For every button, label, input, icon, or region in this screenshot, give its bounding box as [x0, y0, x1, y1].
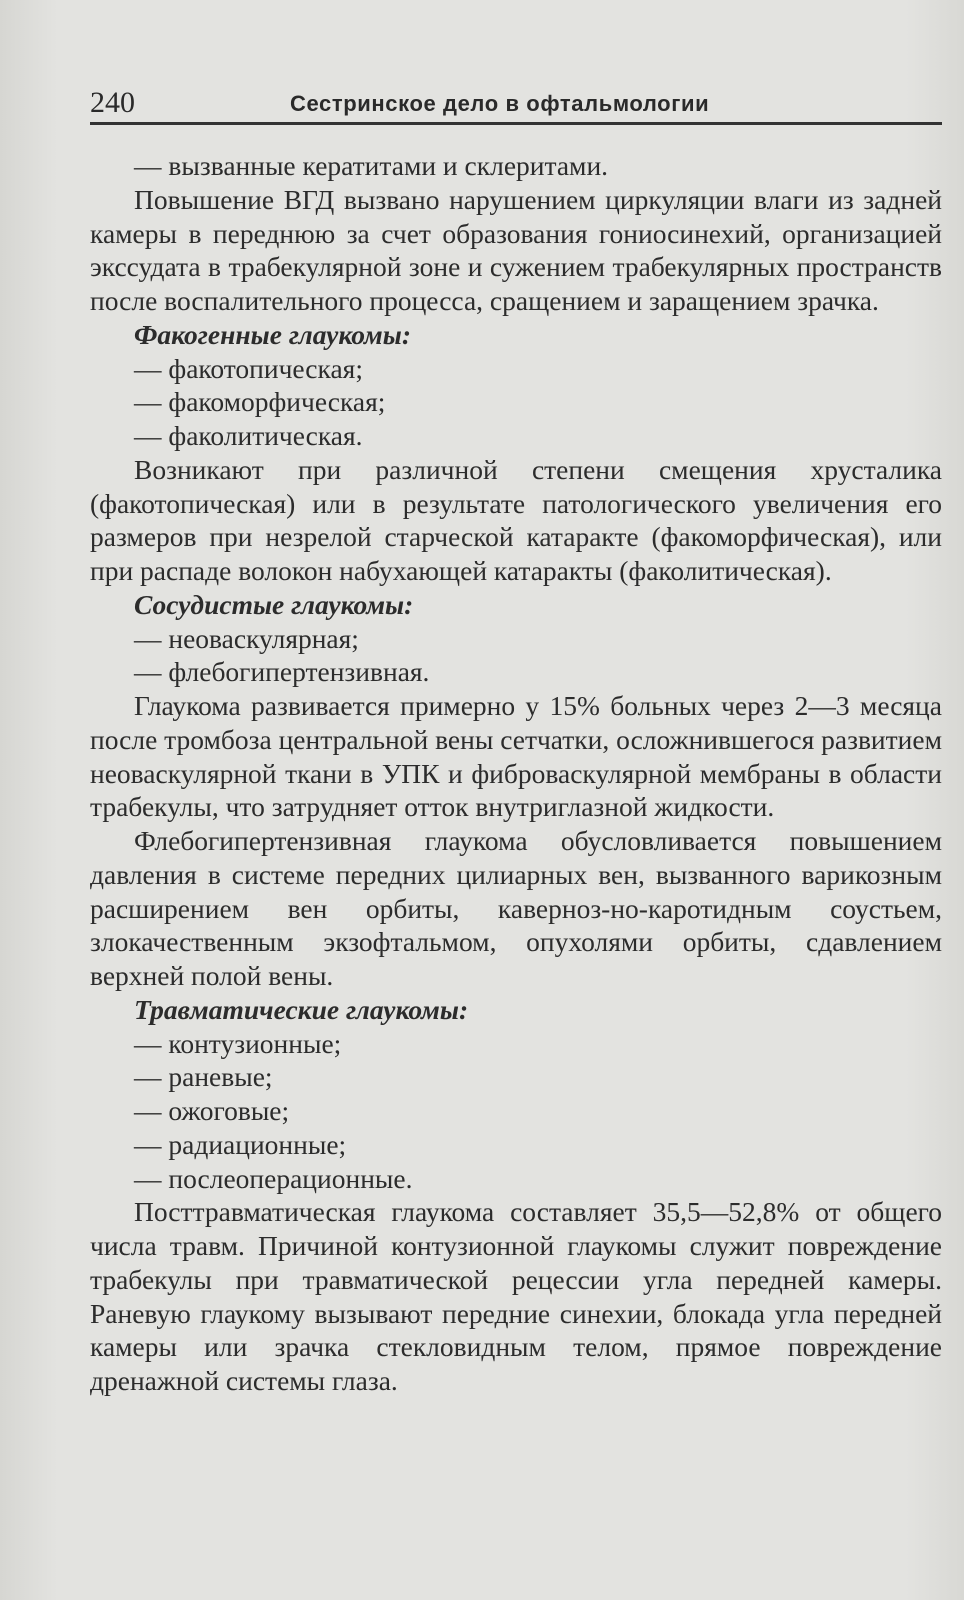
paragraph: Возникают при различной степени смещения хрусталика (факотопическая) или в результате патологического увеличения его размеров при незрелой старческой катаракте (факоморфическая), или при распаде волокон набухающей катаракты (факолитическая). [90, 453, 942, 586]
paragraph: Посттравматическая глаукома составляет 35,5—52,8% от общего числа травм. Причиной контузионной глаукомы служит повреждение трабекулы при травматической рецессии угла передней камеры. Раневую глаукому вызывают передние синехии, блокада угла передней камеры или зрачка стекловидным телом, прямое повреждение дренажной системы глаза. [90, 1196, 942, 1396]
list-item: — радиационные; [134, 1128, 347, 1160]
list-item: — неоваскулярная; [134, 622, 359, 654]
list-item: — вызванные кератитами и склеритами. [134, 150, 609, 181]
running-title: Сестринское дело в офтальмологии [290, 91, 710, 116]
section-heading-phacogenic: Факогенные глаукомы: [134, 318, 411, 350]
list-item: — раневые; [134, 1061, 273, 1093]
page-number: 240 [90, 86, 135, 119]
paragraph: Глаукома развивается примерно у 15% больных через 2—3 месяца после тромбоза центральной вены сетчатки, осложнившегося развитием неоваскулярной ткани в УПК и фиброваскулярной мембраны в области трабекулы, что затрудняет отток внутриглазной жидкости. [90, 690, 942, 823]
section-heading-traumatic: Травматические глаукомы: [134, 993, 469, 1025]
page-header [90, 86, 942, 125]
list-item: — флебогипертензивная. [134, 656, 430, 688]
list-item: — факотопическая; [134, 352, 363, 384]
list-item: — факолитическая. [134, 420, 363, 451]
list-item: — ожоговые; [134, 1095, 290, 1126]
body-text [90, 149, 942, 1398]
list-item: — факоморфическая; [134, 386, 386, 418]
paragraph: Повышение ВГД вызвано нарушением циркуляции влаги из задней камеры в переднюю за счет образования гониосинехий, организацией экссудата в трабекулярной зоне и сужением трабекулярных пространств после воспалительного процесса, сращением и заращением зрачка. [90, 183, 942, 316]
list-item: — контузионные; [134, 1027, 342, 1059]
paragraph: Флебогипертензивная глаукома обусловливается повышением давления в системе передних цилиарных вен, вызванного варикозным расширением вен орбиты, каверноз-но-каротидным соустьем, злокачественным экзофтальмом, опухолями орбиты, сдавлением верхней полой вены. [90, 825, 942, 991]
list-item: — послеоперационные. [134, 1162, 413, 1194]
section-heading-vascular: Сосудистые глаукомы: [134, 588, 414, 620]
